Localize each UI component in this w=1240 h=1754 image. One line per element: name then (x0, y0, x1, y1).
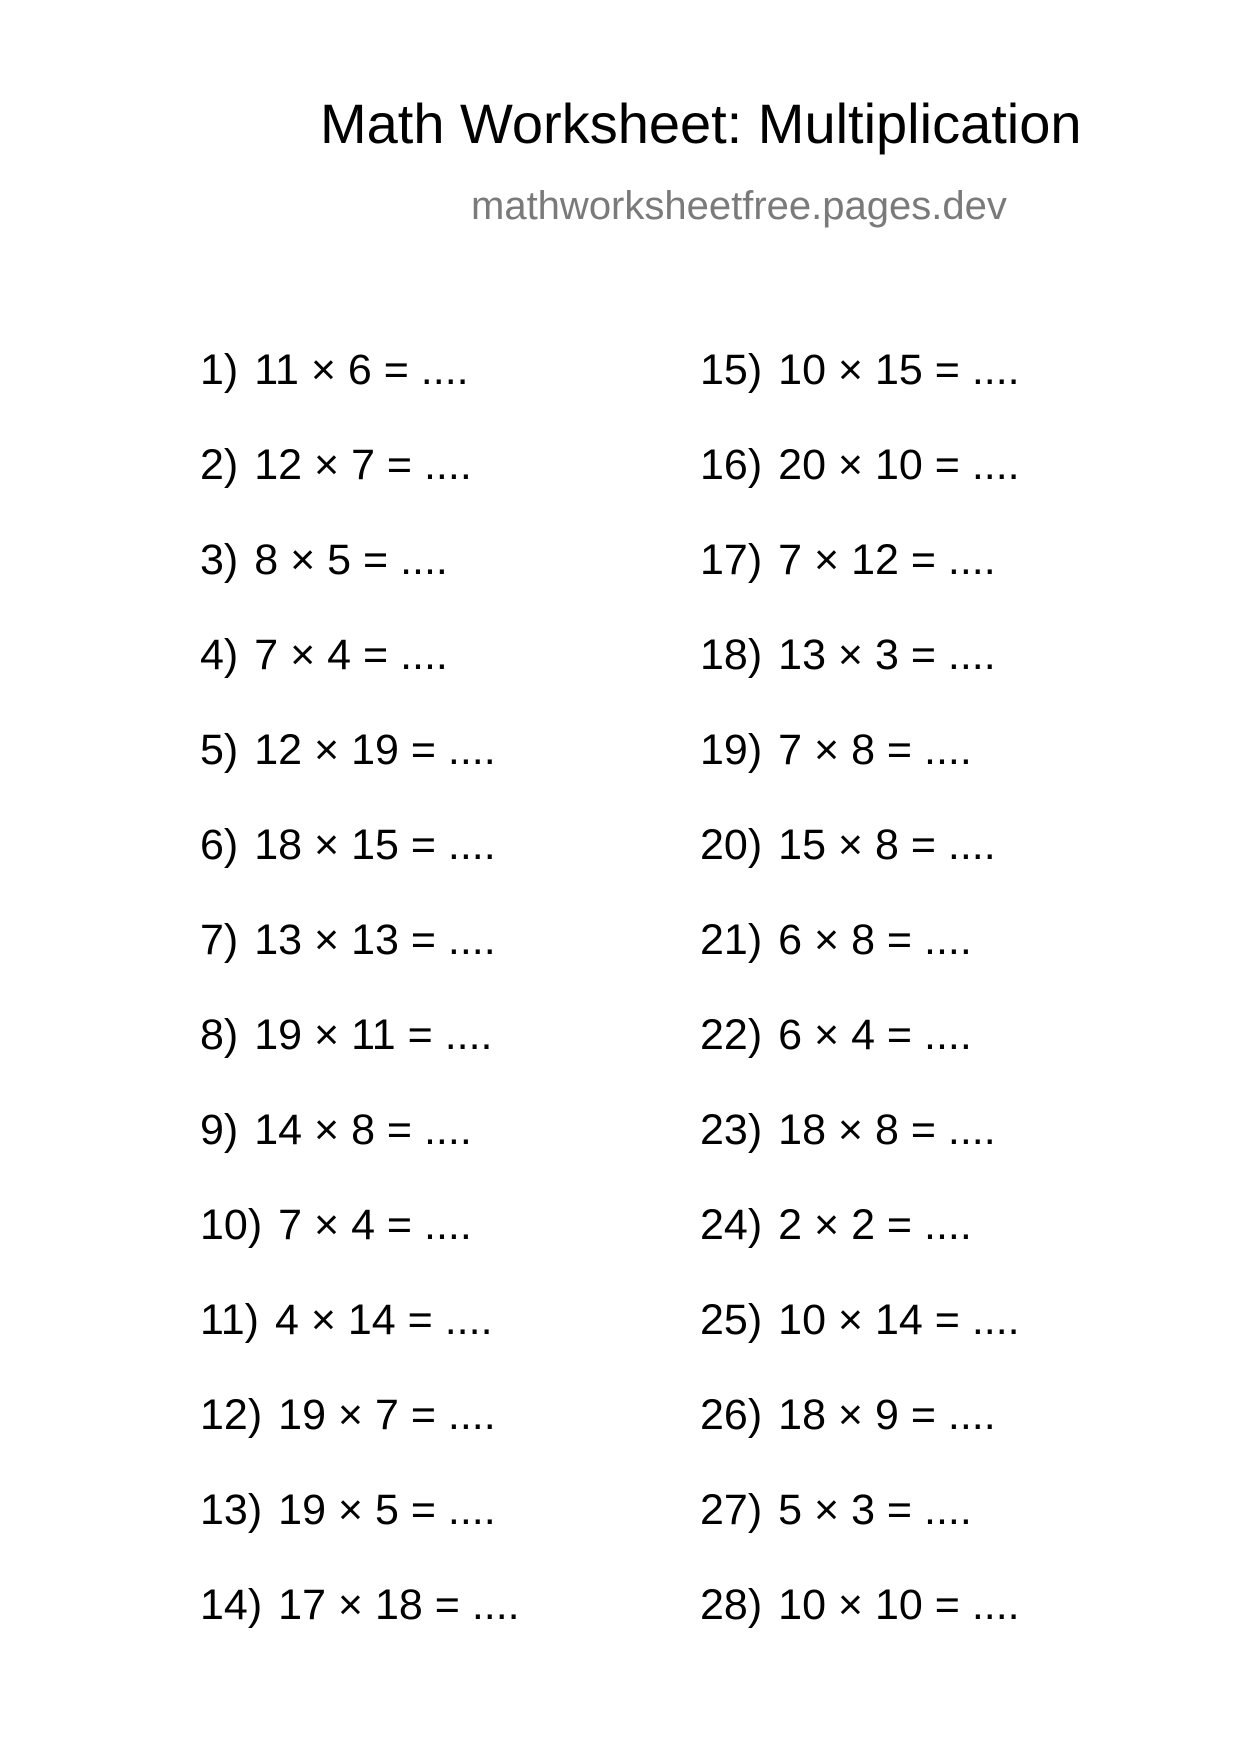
problem-expression: 19 × 7 = .... (278, 1391, 496, 1439)
problem-number: 10) (200, 1201, 263, 1249)
problem-expression: 18 × 15 = .... (254, 821, 496, 869)
problem-item (700, 916, 1020, 1014)
problem-number: 8) (200, 1011, 239, 1059)
problem-item (700, 1391, 1020, 1489)
problem-expression: 10 × 10 = .... (778, 1581, 1020, 1629)
problem-item (200, 916, 520, 1014)
problem-number: 3) (200, 536, 239, 584)
problem-number: 5) (200, 726, 239, 774)
problem-item (200, 536, 520, 634)
problem-number: 27) (700, 1486, 763, 1534)
problem-number: 11) (200, 1296, 259, 1344)
problem-expression: 12 × 7 = .... (254, 441, 472, 489)
problem-expression: 13 × 13 = .... (254, 916, 496, 964)
problem-number: 16) (700, 441, 763, 489)
problem-expression: 20 × 10 = .... (778, 441, 1020, 489)
problem-item (700, 1201, 1020, 1299)
problem-item (200, 631, 520, 729)
worksheet-title: Math Worksheet: Multiplication (320, 92, 1082, 155)
problem-expression: 10 × 15 = .... (778, 346, 1020, 394)
problem-item (700, 1581, 1020, 1679)
problem-number: 4) (200, 631, 239, 679)
problem-item (200, 1011, 520, 1109)
problem-expression: 18 × 9 = .... (778, 1391, 996, 1439)
problem-number: 1) (200, 346, 239, 394)
problem-item (200, 726, 520, 824)
problem-number: 28) (700, 1581, 763, 1629)
problem-number: 17) (700, 536, 763, 584)
problem-expression: 5 × 3 = .... (778, 1486, 972, 1534)
problem-expression: 6 × 4 = .... (778, 1011, 972, 1059)
problem-number: 12) (200, 1391, 263, 1439)
problem-number: 26) (700, 1391, 763, 1439)
problem-expression: 19 × 5 = .... (278, 1486, 496, 1534)
problem-expression: 7 × 4 = .... (254, 631, 448, 679)
problem-number: 7) (200, 916, 239, 964)
problem-expression: 18 × 8 = .... (778, 1106, 996, 1154)
problem-item (700, 1011, 1020, 1109)
problem-number: 9) (200, 1106, 239, 1154)
problem-expression: 12 × 19 = .... (254, 726, 496, 774)
problem-item (700, 346, 1020, 444)
problem-item (700, 1296, 1020, 1394)
problem-expression: 13 × 3 = .... (778, 631, 996, 679)
problem-item (200, 346, 520, 444)
problem-item (200, 821, 520, 919)
worksheet-subtitle: mathworksheetfree.pages.dev (471, 184, 1007, 228)
problem-number: 15) (700, 346, 763, 394)
problem-expression: 17 × 18 = .... (278, 1581, 520, 1629)
problem-number: 20) (700, 821, 763, 869)
problem-number: 24) (700, 1201, 763, 1249)
problem-item (700, 1486, 1020, 1584)
problem-expression: 19 × 11 = .... (254, 1011, 493, 1059)
problem-expression: 8 × 5 = .... (254, 536, 448, 584)
problem-expression: 15 × 8 = .... (778, 821, 996, 869)
problem-item (200, 1391, 520, 1489)
problem-item (200, 1296, 520, 1394)
problem-item (200, 1106, 520, 1204)
problem-expression: 7 × 4 = .... (278, 1201, 472, 1249)
problem-number: 19) (700, 726, 763, 774)
problem-expression: 2 × 2 = .... (778, 1201, 972, 1249)
problem-item (200, 1486, 520, 1584)
problem-item (200, 1581, 520, 1679)
problem-number: 2) (200, 441, 239, 489)
problem-number: 23) (700, 1106, 763, 1154)
problem-column-right (700, 346, 1020, 1679)
problem-number: 21) (700, 916, 763, 964)
problem-number: 18) (700, 631, 763, 679)
problem-item (200, 1201, 520, 1299)
problem-expression: 14 × 8 = .... (254, 1106, 472, 1154)
problem-item (700, 726, 1020, 824)
problem-item (700, 1106, 1020, 1204)
problem-item (200, 441, 520, 539)
problem-number: 6) (200, 821, 239, 869)
problem-expression: 11 × 6 = .... (254, 346, 469, 394)
problem-item (700, 821, 1020, 919)
problem-expression: 10 × 14 = .... (778, 1296, 1020, 1344)
problem-expression: 7 × 8 = .... (778, 726, 972, 774)
problem-expression: 4 × 14 = .... (274, 1296, 493, 1344)
problem-item (700, 441, 1020, 539)
problem-column-left (200, 346, 520, 1679)
problem-number: 25) (700, 1296, 763, 1344)
problem-expression: 7 × 12 = .... (778, 536, 996, 584)
problem-number: 22) (700, 1011, 763, 1059)
problem-item (700, 536, 1020, 634)
problem-number: 13) (200, 1486, 263, 1534)
problem-number: 14) (200, 1581, 263, 1629)
problem-expression: 6 × 8 = .... (778, 916, 972, 964)
problem-item (700, 631, 1020, 729)
